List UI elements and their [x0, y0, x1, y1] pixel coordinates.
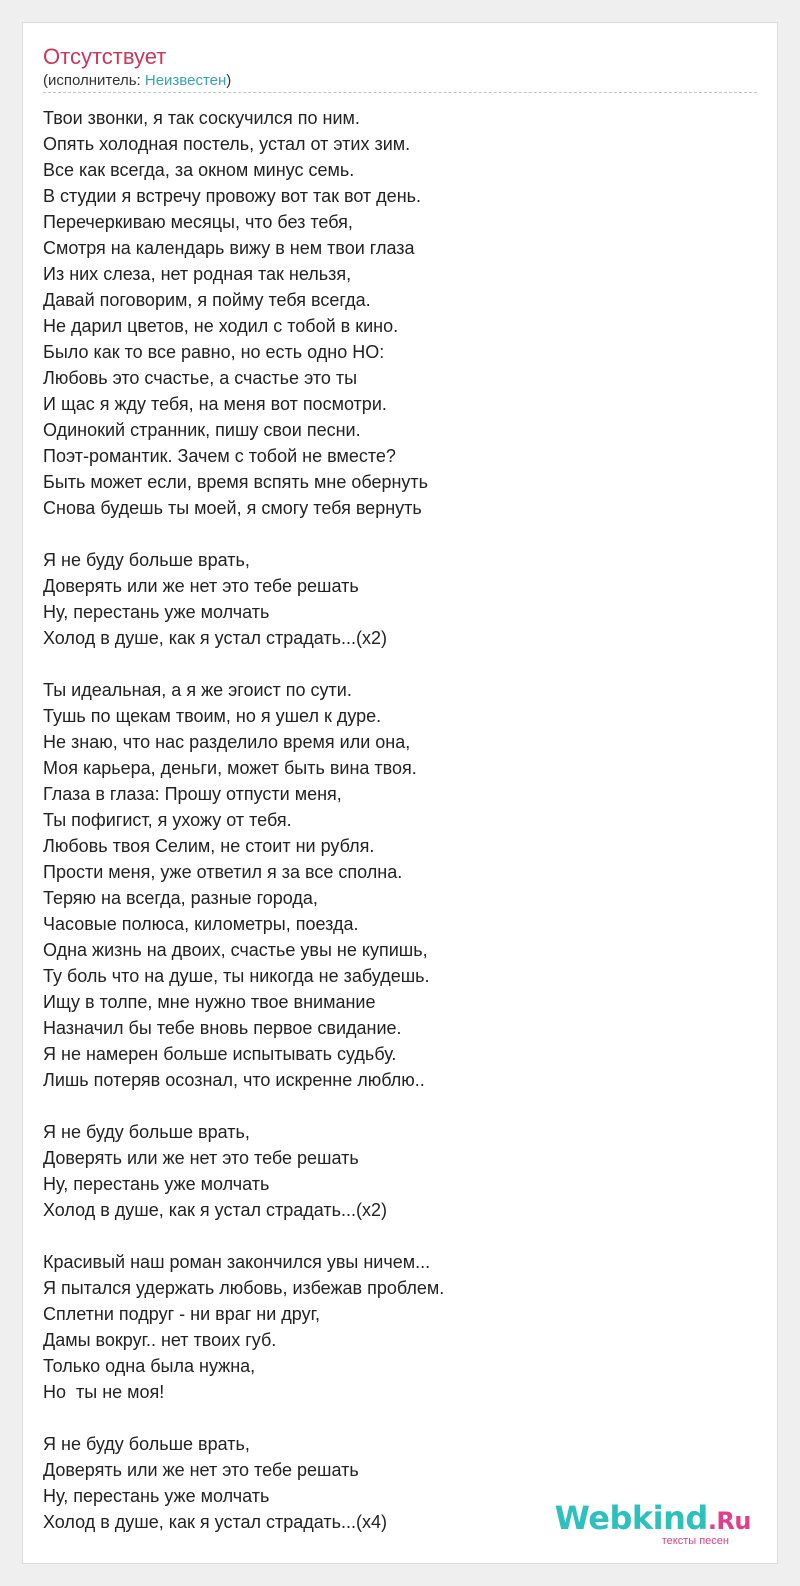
artist-suffix: ) [226, 72, 232, 89]
lyric-line: Сплетни подруг - ни враг ни друг, [43, 1304, 320, 1324]
lyric-line: Не дарил цветов, не ходил с тобой в кино. [43, 316, 399, 336]
lyric-line: Глаза в глаза: Прошу отпусти меня, [43, 784, 342, 804]
lyrics-stanza [43, 1249, 759, 1405]
lyrics-stanza [43, 1119, 759, 1223]
lyric-line: Но ты не моя! [43, 1382, 165, 1402]
lyric-line: Я не буду больше врать, [43, 550, 250, 570]
lyric-line: Из них слеза, нет родная так нельзя, [43, 264, 352, 284]
lyric-line: Я не буду больше врать, [43, 1434, 250, 1454]
logo-suffix: .Ru [707, 1507, 751, 1535]
lyric-line: Не знаю, что нас разделило время или она, [43, 732, 411, 752]
lyric-line: Холод в душе, как я устал страдать...(х4) [43, 1512, 388, 1532]
lyric-line: Любовь твоя Селим, не стоит ни рубля. [43, 836, 375, 856]
lyric-line: Все как всегда, за окном минус семь. [43, 160, 355, 180]
lyric-line: Давай поговорим, я пойму тебя всегда. [43, 290, 371, 310]
lyric-line: Смотря на календарь вижу в нем твои глаза [43, 238, 415, 258]
logo-main-text: Webkind [554, 1499, 708, 1537]
lyric-line: Холод в душе, как я устал страдать...(х2) [43, 628, 388, 648]
lyric-line: Доверять или же нет это тебе решать [43, 1148, 359, 1168]
lyric-line: Я не намерен больше испытывать судьбу. [43, 1044, 397, 1064]
lyric-line: Перечеркиваю месяцы, что без тебя, [43, 212, 353, 232]
lyric-line: Ты пофигист, я ухожу от тебя. [43, 810, 292, 830]
artist-link[interactable]: Неизвестен [144, 72, 227, 89]
lyric-line: И щас я жду тебя, на меня вот посмотри. [43, 394, 387, 414]
lyric-line: Опять холодная постель, устал от этих зим. [43, 134, 411, 154]
lyric-line: Было как то все равно, но есть одно НО: [43, 342, 385, 362]
lyrics-text [43, 105, 759, 1535]
lyrics-stanza [43, 677, 759, 1093]
lyric-line: Ту боль что на душе, ты никогда не забудешь. [43, 966, 430, 986]
artist-prefix: (исполнитель: [43, 72, 145, 89]
lyric-line: Тушь по щекам твоим, но я ушел к дуре. [43, 706, 382, 726]
title-divider [43, 92, 757, 93]
lyric-line: Снова будешь ты моей, я смогу тебя вернуть [43, 498, 422, 518]
song-title: Отсутствует [43, 44, 167, 69]
lyric-line: Холод в душе, как я устал страдать...(х2) [43, 1200, 388, 1220]
lyrics-stanza [43, 105, 759, 521]
artist-line [43, 72, 231, 90]
lyric-line: Ну, перестань уже молчать [43, 1174, 270, 1194]
logo-wordmark [555, 1499, 751, 1540]
lyric-line: Быть может если, время вспять мне обернуть [43, 472, 429, 492]
lyric-line: Дамы вокруг.. нет твоих губ. [43, 1330, 277, 1350]
lyric-line: Я не буду больше врать, [43, 1122, 250, 1142]
lyric-line: Назначил бы тебе вновь первое свидание. [43, 1018, 402, 1038]
lyric-line: Любовь это счастье, а счастье это ты [43, 368, 358, 388]
lyric-line: Доверять или же нет это тебе решать [43, 1460, 359, 1480]
lyric-line: Доверять или же нет это тебе решать [43, 576, 359, 596]
lyric-line: Красивый наш роман закончился увы ничем... [43, 1252, 431, 1272]
lyric-line: Ты идеальная, а я же эгоист по сути. [43, 680, 352, 700]
site-logo[interactable] [551, 1499, 751, 1547]
logo-tagline: тексты песен [661, 1535, 729, 1547]
lyric-line: Лишь потеряв осознал, что искренне люблю.. [43, 1070, 425, 1090]
lyric-line: Прости меня, уже ответил я за все сполна. [43, 862, 403, 882]
lyric-line: Только одна была нужна, [43, 1356, 256, 1376]
lyric-line: Поэт-романтик. Зачем с тобой не вместе? [43, 446, 396, 466]
lyrics-stanza [43, 547, 759, 651]
lyric-line: Ищу в толпе, мне нужно твое внимание [43, 992, 376, 1012]
lyric-line: Часовые полюса, километры, поезда. [43, 914, 359, 934]
lyric-line: Ну, перестань уже молчать [43, 602, 270, 622]
lyric-line: Твои звонки, я так соскучился по ним. [43, 108, 360, 128]
lyric-line: Одинокий странник, пишу свои песни. [43, 420, 361, 440]
lyric-line: Моя карьера, деньги, может быть вина твоя. [43, 758, 417, 778]
lyrics-card [22, 22, 778, 1564]
lyric-line: Теряю на всегда, разные города, [43, 888, 318, 908]
lyric-line: Одна жизнь на двоих, счастье увы не купишь, [43, 940, 428, 960]
lyric-line: В студии я встречу провожу вот так вот день. [43, 186, 422, 206]
lyric-line: Я пытался удержать любовь, избежав проблем. [43, 1278, 445, 1298]
lyric-line: Ну, перестань уже молчать [43, 1486, 270, 1506]
